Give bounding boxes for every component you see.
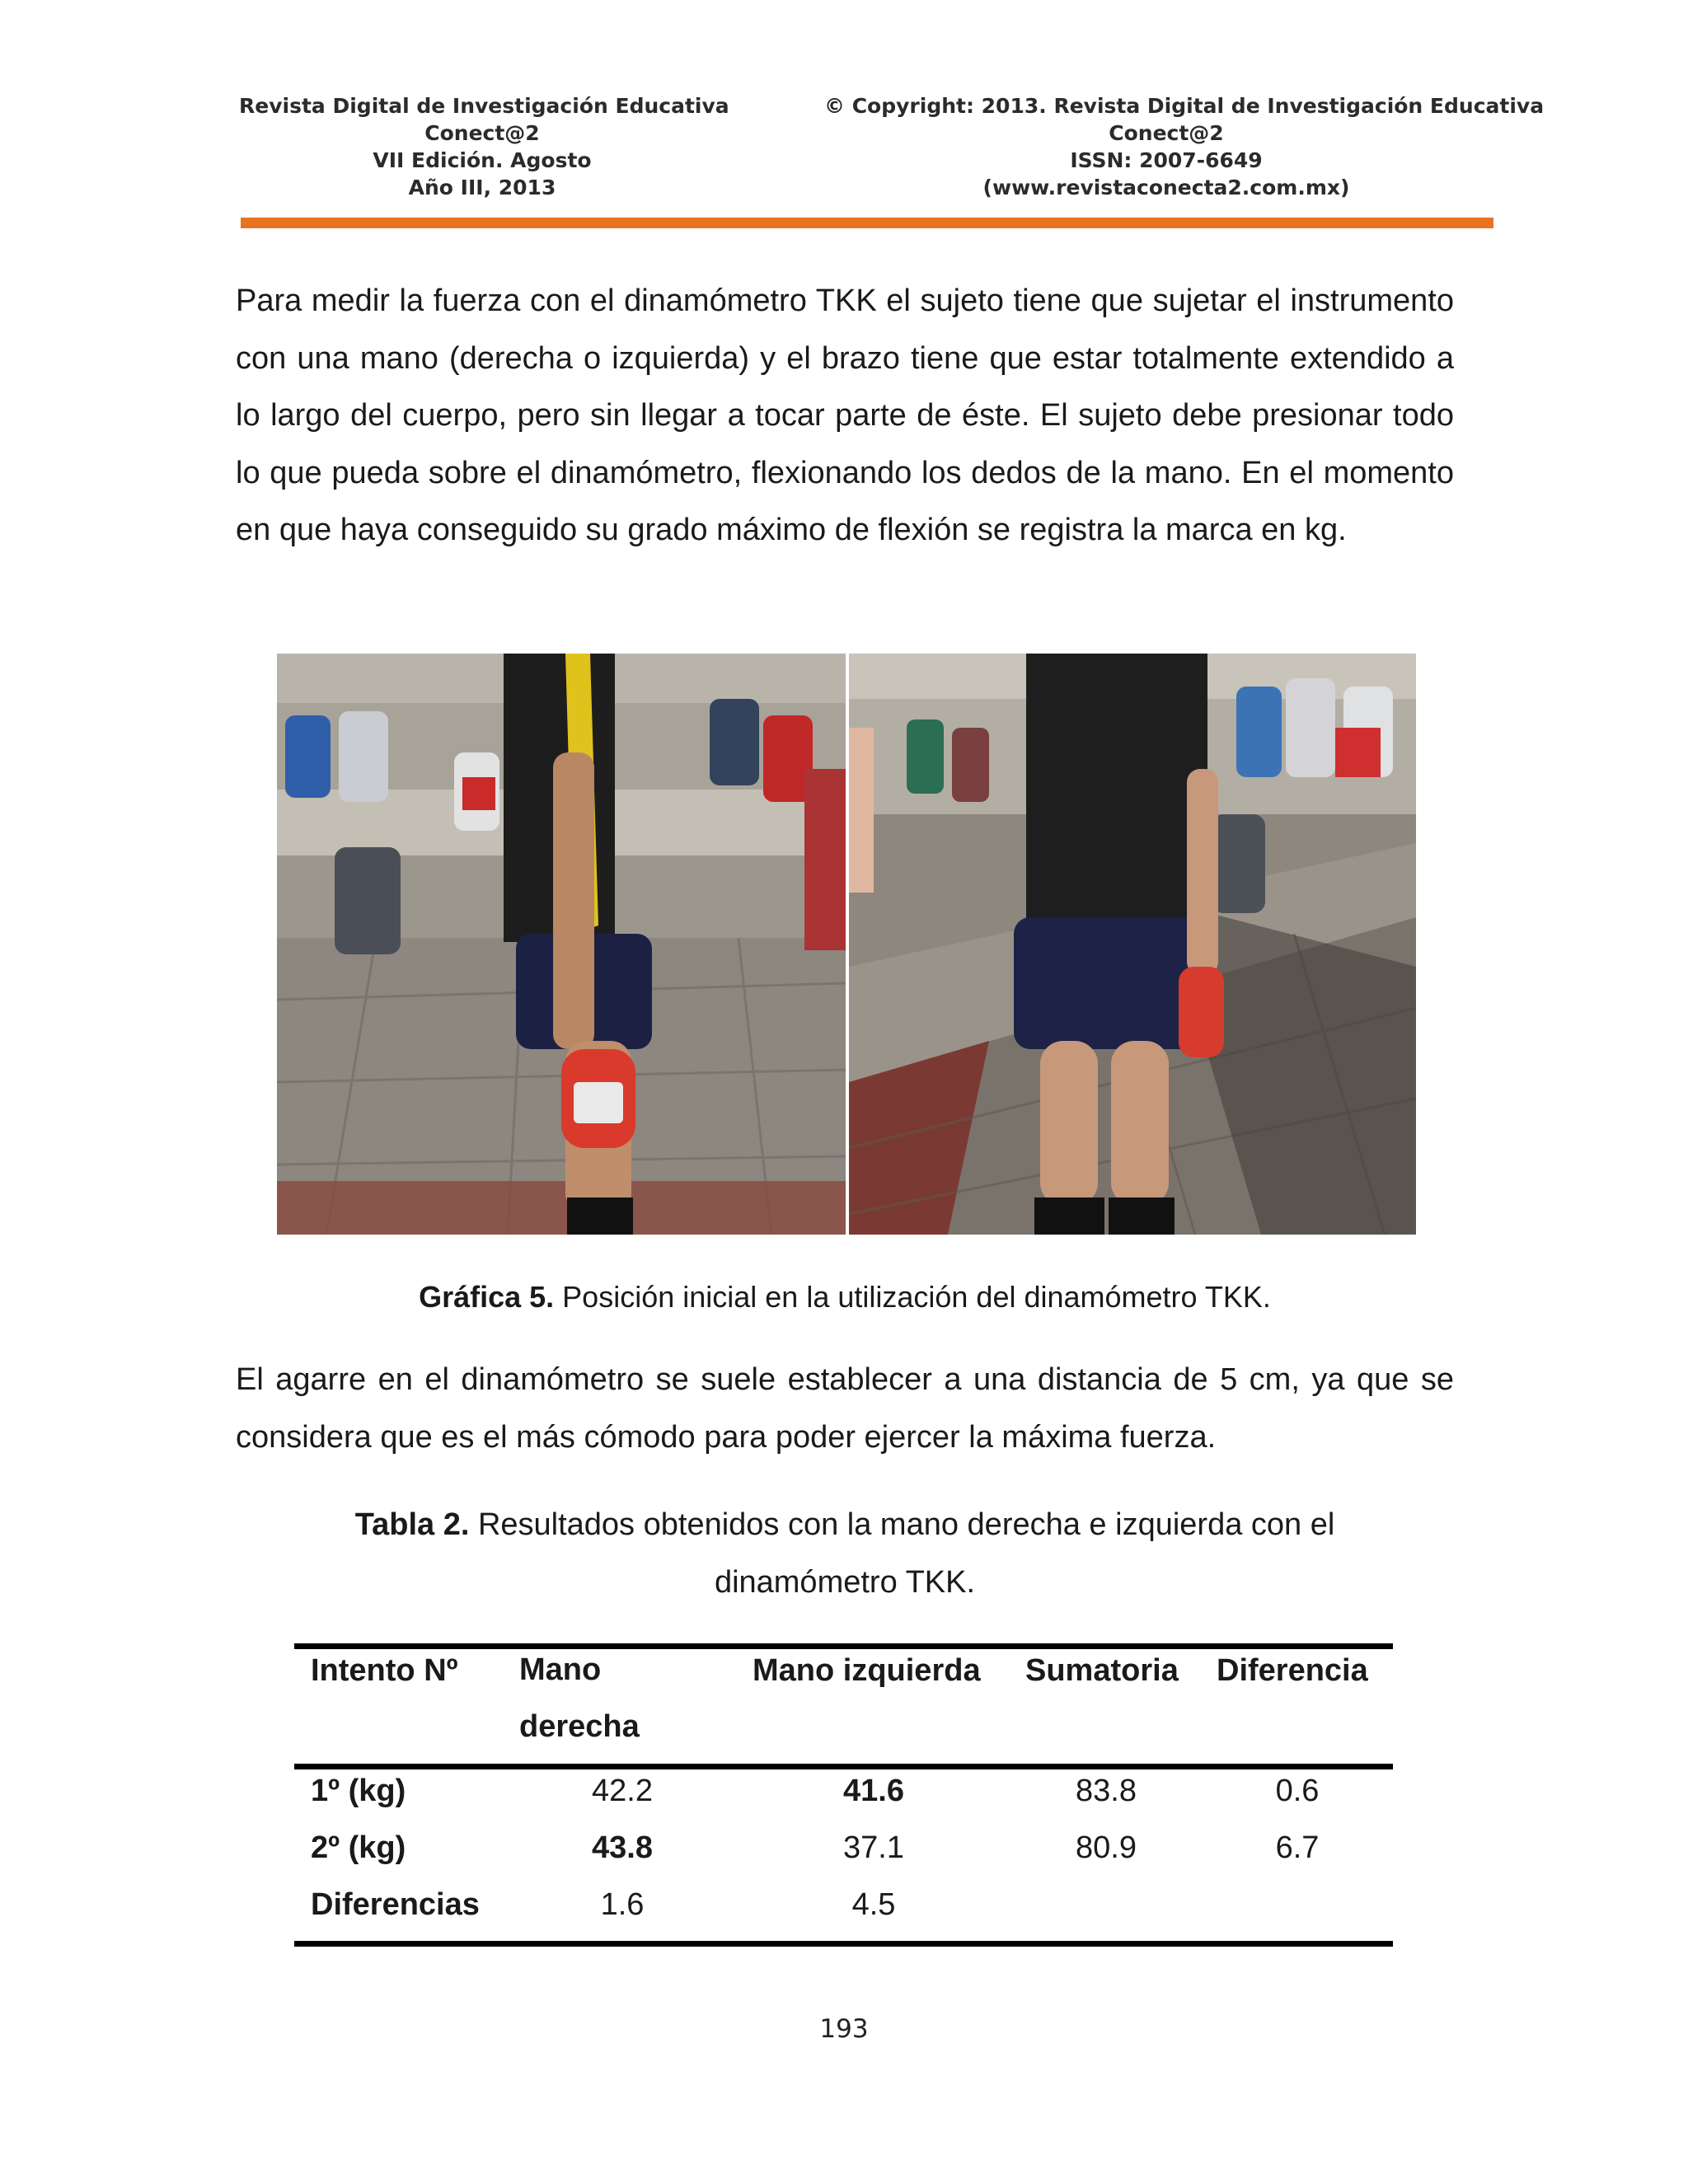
table-header-cell: Sumatoria [1025, 1653, 1179, 1688]
table-cell: 0.6 [1275, 1774, 1320, 1808]
table-cell: 4.5 [851, 1887, 896, 1922]
journal-header-left [239, 92, 729, 201]
table-cell: Diferencias [311, 1887, 480, 1922]
table-header-cell: Diferencia [1217, 1653, 1368, 1688]
figure-caption [236, 1279, 1454, 1315]
header-line: ISSN: 2007-6649 [1070, 148, 1263, 172]
table-header-cell: Intento Nº [311, 1653, 458, 1688]
header-line: Revista Digital de Investigación Educativa [239, 94, 729, 118]
table-header-cell: Mano izquierda [753, 1653, 981, 1688]
header-line: Conect@2 [424, 121, 540, 145]
figure-caption-label: Gráfica 5. [419, 1280, 555, 1314]
table-header-cell: Mano derecha [519, 1652, 640, 1744]
table-caption [272, 1496, 1418, 1611]
table-header-rule [294, 1764, 1393, 1769]
table-cell: 1º (kg) [311, 1774, 406, 1808]
header-divider [241, 218, 1493, 228]
table-cell: 83.8 [1076, 1774, 1137, 1808]
table-cell: 42.2 [592, 1774, 653, 1808]
table-caption-label: Tabla 2. [354, 1507, 470, 1542]
figure-caption-text: Posición inicial en la utilización del dinamómetro TKK. [554, 1280, 1271, 1314]
header-line: © Copyright: 2013. Revista Digital de Investigación Educativa [824, 94, 1545, 118]
table-cell: 1.6 [600, 1887, 645, 1922]
body-paragraph: Para medir la fuerza con el dinamómetro TKK el sujeto tiene que sujetar el instrumento con una mano (derecha o izquierda) y el brazo tiene que estar totalmente extendido a lo largo del cuerpo, pero sin llegar a tocar parte de éste. El sujeto debe presionar todo lo que pueda sobre el dinamómetro, flexionando los dedos de la mano. En el momento en que haya conseguido su grado máximo de flexión se registra la marca en kg. [236, 284, 1454, 547]
photo-dynamometer-grip-closeup [277, 654, 846, 1235]
header-line: (www.revistaconecta2.com.mx) [982, 176, 1350, 199]
table-top-rule [294, 1643, 1393, 1649]
photo-dynamometer-arm-extended [849, 654, 1416, 1235]
header-line: Año III, 2013 [408, 176, 556, 199]
table-cell: 43.8 [592, 1830, 653, 1865]
table-bottom-rule [294, 1941, 1393, 1947]
table-cell: 37.1 [843, 1830, 904, 1865]
header-line: VII Edición. Agosto [373, 148, 592, 172]
header-line: Conect@2 [1109, 121, 1224, 145]
table-cell: 2º (kg) [311, 1830, 406, 1865]
page-number: 193 [819, 2014, 869, 2044]
table-cell: 80.9 [1076, 1830, 1137, 1865]
table-cell: 6.7 [1275, 1830, 1320, 1865]
table-caption-text: Resultados obtenidos con la mano derecha e izquierda con el dinamómetro TKK. [469, 1507, 1335, 1600]
body-paragraph: El agarre en el dinamómetro se suele establecer a una distancia de 5 cm, ya que se considera que es el más cómodo para poder ejercer la máxima fuerza. [236, 1362, 1454, 1455]
table-cell: 41.6 [843, 1774, 904, 1808]
journal-header-right [824, 92, 1545, 201]
